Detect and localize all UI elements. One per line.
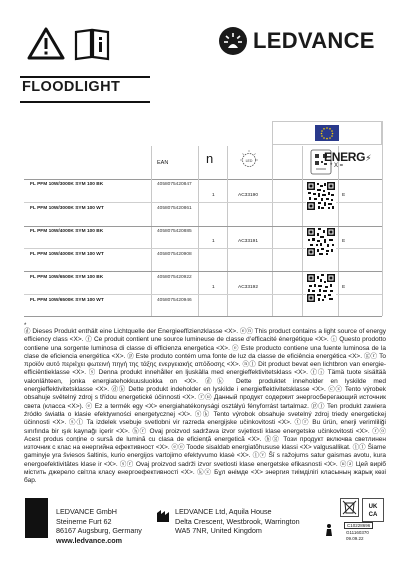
table-row-name: FL PFM 10W/3000K SYM 100 BK <box>30 182 104 187</box>
warning-icon <box>26 26 66 61</box>
read-instructions-icon <box>72 26 112 61</box>
header-rule-top <box>20 76 150 78</box>
qr-code <box>306 181 336 211</box>
table-row-ean: 4058075420885 <box>157 229 192 234</box>
table-row-name: FL PFM 10W/6500K SYM 100 WT <box>30 298 104 303</box>
importer-street: Delta Crescent, Westbrook, Warrington <box>175 516 300 526</box>
group-energy-class: E <box>342 285 346 290</box>
group-divider <box>24 271 382 272</box>
manufacturer-city: 86167 Augsburg, Germany <box>56 526 142 535</box>
header-rule-bottom <box>20 101 150 103</box>
group-code: AC33191 <box>238 239 259 244</box>
eu-flag-box <box>272 121 382 145</box>
manufacturer-street: Steinerne Furt 62 <box>56 516 112 526</box>
column-divider <box>227 146 228 316</box>
eu-flag-icon <box>315 125 339 141</box>
qr-code <box>306 273 336 303</box>
importer-company: LEDVANCE Ltd, Aquila House <box>175 507 272 516</box>
energy-label-title: ENERG⚡ <box>324 150 372 164</box>
svg-text:LED: LED <box>245 159 253 163</box>
manufacturer-website[interactable]: www.ledvance.com <box>56 535 123 545</box>
uk-importer-icon <box>156 509 172 523</box>
energy-label-sub: * X = <box>330 163 344 169</box>
footnote-star: * <box>24 323 27 329</box>
light-source-icon <box>236 148 262 178</box>
table-row-ean: 4058075420847 <box>157 182 192 187</box>
table-row-name: FL PFM 10W/3000K SYM 100 WT <box>30 206 104 211</box>
column-header-n: n <box>206 151 214 166</box>
column-divider <box>382 121 383 316</box>
manufacturer-company: LEDVANCE GmbH <box>56 507 117 516</box>
page-title: FLOODLIGHT <box>22 79 121 95</box>
group-quantity: 1 <box>212 193 215 198</box>
table-row-name: FL PFM 10W/6500K SYM 100 BK <box>30 275 104 280</box>
column-divider <box>151 146 152 316</box>
uk-importer-address <box>175 507 300 536</box>
ledvance-logo <box>219 27 375 55</box>
table-row-ean: 4058075420908 <box>157 252 192 257</box>
document-code: C10228696 <box>344 522 373 529</box>
group-code: AC33190 <box>238 193 259 198</box>
importer-city: WA5 7NR, United Kingdom <box>175 526 262 535</box>
brand-name: LEDVANCE <box>253 28 375 53</box>
column-divider <box>338 146 339 316</box>
ukca-mark-icon <box>362 498 384 522</box>
table-row-ean: 4058075420861 <box>157 206 192 211</box>
column-divider <box>272 121 273 316</box>
weee-bin-icon <box>340 498 359 517</box>
group-quantity: 1 <box>212 239 215 244</box>
energy-plug-icon: ⚡ <box>365 153 372 163</box>
document-number: G11160370 <box>346 530 369 535</box>
table-row-name: FL PFM 10W/4000K SYM 100 BK <box>30 229 104 234</box>
triman-icon <box>324 523 334 537</box>
group-quantity: 1 <box>212 285 215 290</box>
group-energy-class: E <box>342 239 346 244</box>
document-date: 09.09.22 <box>346 536 364 541</box>
svg-text:UK: UK <box>368 504 378 510</box>
group-divider <box>24 316 382 317</box>
manufacturer-address <box>56 507 142 545</box>
table-row-ean: 4058075420922 <box>157 275 192 280</box>
factory-icon <box>25 498 48 538</box>
qr-code <box>306 227 336 257</box>
table-row-name: FL PFM 10W/4000K SYM 100 WT <box>30 252 104 257</box>
group-code: AC33192 <box>238 285 259 290</box>
table-row-ean: 4058075420946 <box>157 298 192 303</box>
column-divider <box>198 146 199 316</box>
ledvance-logo-mark <box>219 27 247 55</box>
energy-class-statement: ⓓ Dieses Produkt enthält eine Lichtquelle der Energieeffizienzklasse <X>. ⓔⓝ This product contains a light source of energy efficiency class <X>. ⓕ Ce produit contient une source lumineuse de classe d’efficacité énergétique <X>. ⓘ Questo prodotto contiene una sorgente luminosa di classe di efficienza energetica <X>. ⓔ Este producto contiene una fuente luminosa de la clase de eficiencia energética <X>. ⓟ Este produto contém uma fonte de luz da classe de eficiência energética <X>. ⓖⓡ Το προϊόν αυτό περιέχει φωτεινή πηγή της τάξης ενεργειακής απόδοσης <X>. ⓝⓛ Dit product bevat een lichtbron van energie-efficiëntieklasse <X>. ⓢ Denna produkt innehåller en ljuskälla med energieffektivitetsklass <X>. ⓕⓘ Tämä tuote sisältää valonlähteen, jonka energiatehokkuusluokka on <X>. ⓓⓚ Dette produktet inneholder en lyskilde med energieffektivitetsklasse <X>. ⓓⓚ Dette produkt indeholder en lyskilde i energieffektivitetsklasse <X>. ⓒⓩ Tento výrobek obsahuje světelný zdroj s třídou energetické účinnosti <X>. ⓡⓤ Данный продукт содержит энергосберегающий источник света (класса <X>). ⓔ Ez a termék egy <X> energiahatékonysági osztályú fényforrást tartalmaz. ⓟⓛ Ten produkt zawiera źródło światła o klasie efektywności energetycznej <X>. ⓢⓚ Tento výrobok obsahuje svetelný zdroj triedy energetickej účinnosti <X>. ⓢⓛ Ta izdelek vsebuje svetlobni vir razreda energijske učinkovitosti <X>. ⓣⓡ Bu ürün, enerji verimliliği sınıfında bir ışık kaynağı içerir <X>. ⓗⓡ Ovaj proizvod sadržava izvor svjetlosti klase energetske učinkovitosti <X>. ⓡⓞ Acest produs conține o sursă de lumină cu clasa de eficiență energetică <X>. ⓑⓖ Този продукт включва светлинен източник с клас на енергийна ефективност <X>. ⓔⓔ Toode sisaldab energiatõhususe klassi <X> valgusallikat. ⓛⓣ Šiame gaminyje yra šviesos šaltinis, kurio energijos vartojimo efektyvumo klasė <X>. ⓛⓥ Šī s ražojums satur gaismas avotu, kura energoefektivitātes klase ir <X>. ⓢⓡ Ovaj proizvod sadrži izvor svetlosti klase energetske efikasnosti <X>. ⓤⓐ Цей виріб містить джерело світла класу енергоефективності <X>. ⓚⓩ Бұл өнімде <X> энергия тиімділігі класының жарық көзі бар. <box>24 328 386 485</box>
column-header-ean: EAN <box>157 160 169 166</box>
column-divider <box>302 146 303 316</box>
group-energy-class: E <box>342 193 346 198</box>
svg-text:CA: CA <box>368 512 378 518</box>
